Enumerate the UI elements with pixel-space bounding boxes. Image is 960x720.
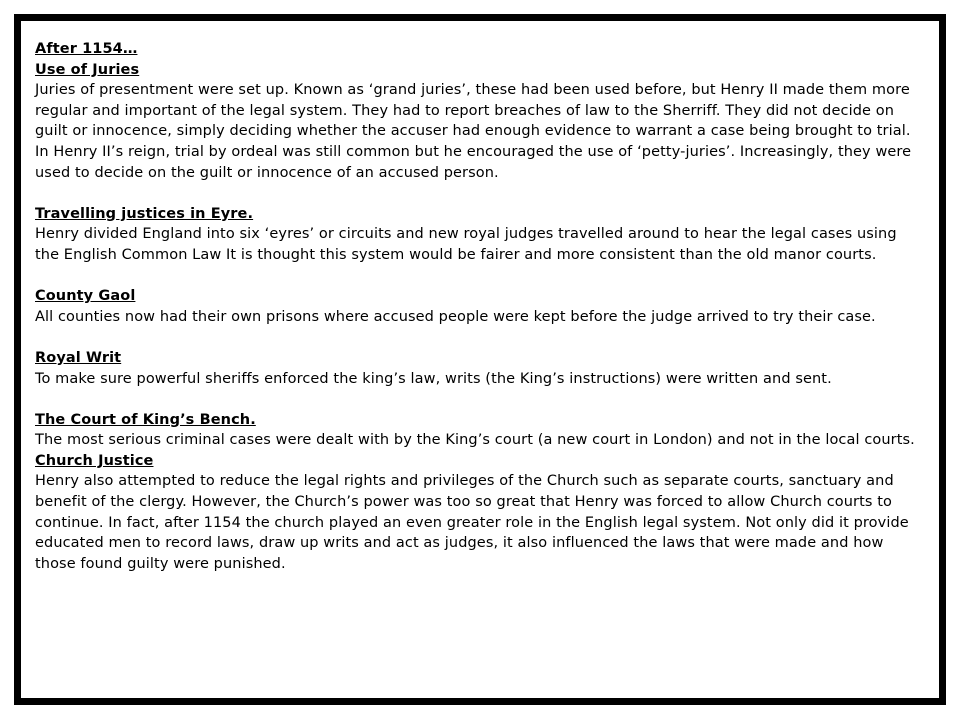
section-body-eyre: Henry divided England into six ‘eyres’ or circuits and new royal judges travelled around to hear the legal cases using the English Common Law It is thought this system would be fairer and more consistent than the old manor courts. [35,226,897,263]
section-heading-kings-bench: The Court of King’s Bench. [35,411,256,428]
section-body-church: Henry also attempted to reduce the legal rights and privileges of the Church such as separate courts, sanctuary and benefit of the clergy. However, the Church’s power was too so great that Henry was forced to allow Church courts to continue. In fact, after 1154 the church played an even greater role in the English legal system. Not only did it provide educated men to record laws, draw up writs and act as judges, it also influenced the laws that were made and how those found guilty were punished. [35,473,909,572]
spacer [35,327,923,348]
section-heading-church: Church Justice [35,452,154,469]
section-heading-juries: Use of Juries [35,61,140,78]
spacer [35,183,923,204]
slide-frame [14,14,946,705]
document-title: After 1154… [35,41,138,57]
section-body-gaol: All counties now had their own prisons where accused people were kept before the judge arrived to try their case. [35,308,876,325]
section-body-juries: Juries of presentment were set up. Known as ‘grand juries’, these had been used before, but Henry II made them more regular and important of the legal system. They had to report breaches of law to the Sherriff. They did not decide on guilt or innocence, simply deciding whether the accuser had enough evidence to warrant a case being brought to trial. In Henry II’s reign, trial by ordeal was still common but he encouraged the use of ‘petty-juries’. Increasingly, they were used to decide on the guilt or innocence of an accused person. [35,82,912,181]
section-body-writ: To make sure powerful sheriffs enforced the king’s law, writs (the King’s instructions) were written and sent. [35,370,832,387]
section-heading-eyre: Travelling justices in Eyre. [35,205,254,222]
spacer [35,266,923,287]
spacer [35,389,923,410]
section-heading-writ: Royal Writ [35,349,122,366]
document-body [35,39,923,574]
section-body-kings-bench: The most serious criminal cases were dealt with by the King’s court (a new court in London) and not in the local courts. [35,432,915,449]
section-heading-gaol: County Gaol [35,288,136,305]
